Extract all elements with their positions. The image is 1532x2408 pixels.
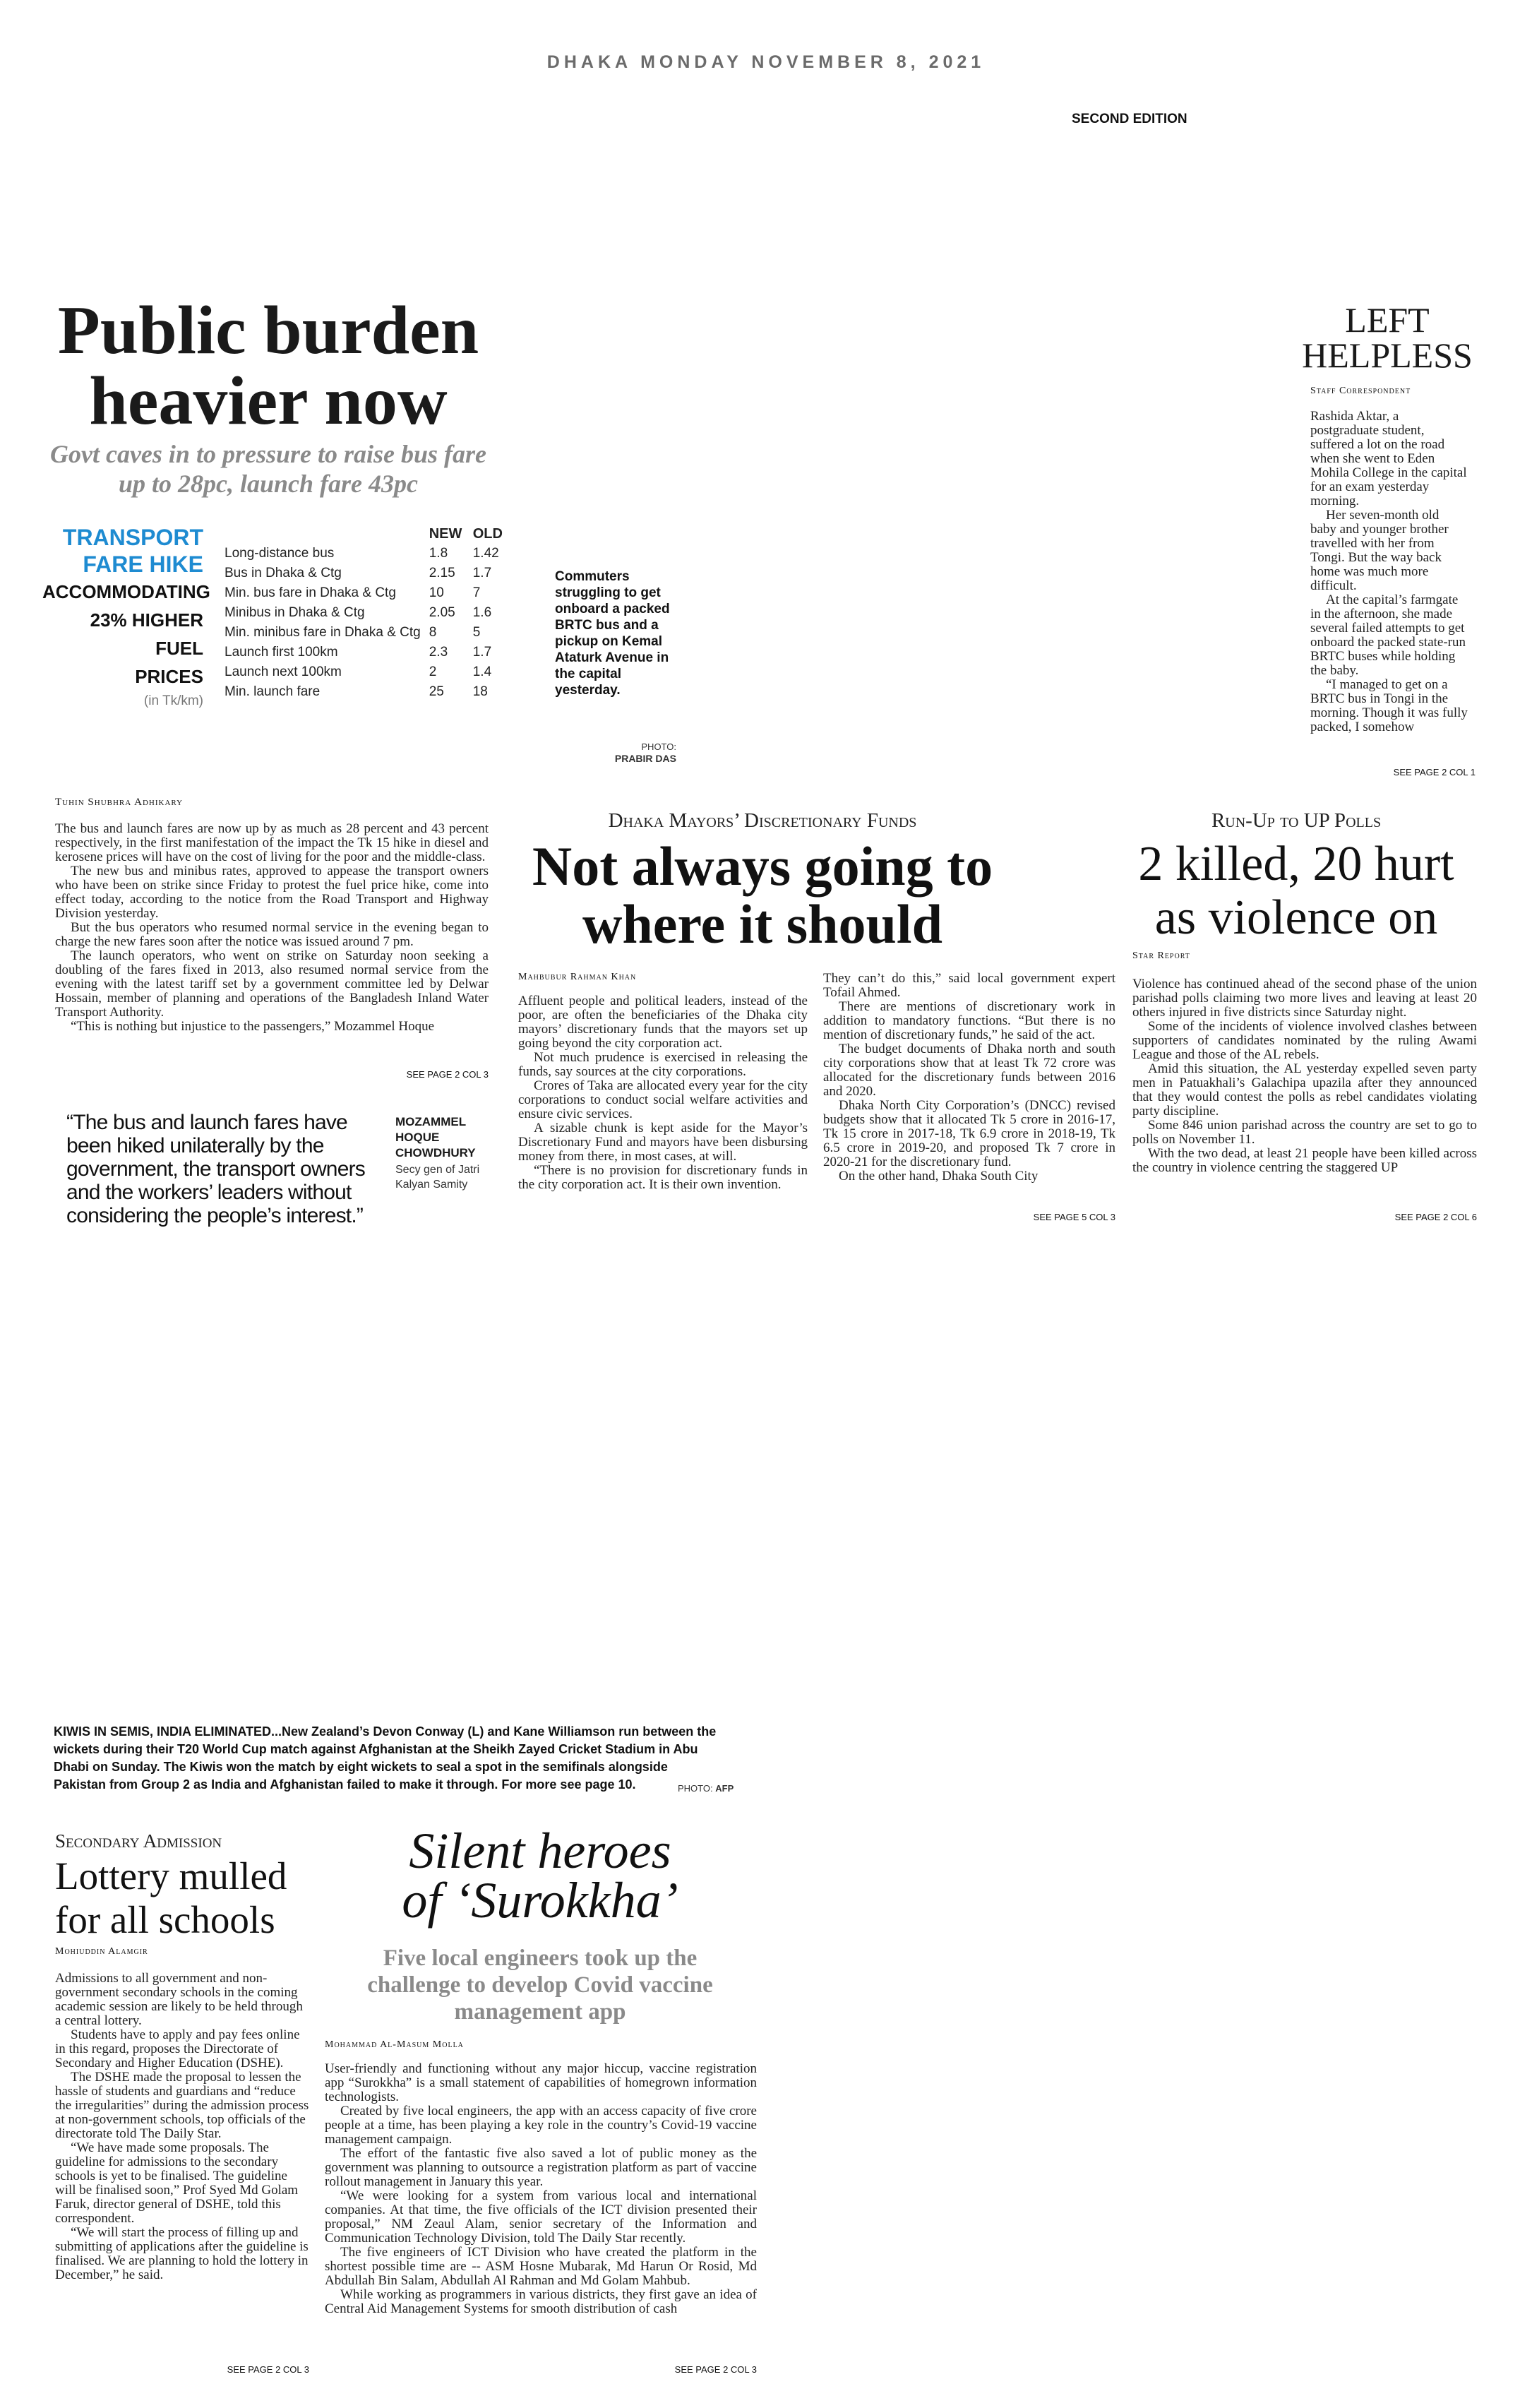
- paragraph: At the capital’s farmgate in the afternoon, she made several failed attempts to get onboard the packed state-run BRTC buses while holding the baby.: [1310, 592, 1466, 678]
- fare-table: [220, 524, 513, 702]
- fare-row-old: 1.7: [472, 566, 492, 580]
- fare-desc-line1: ACCOMMODATING: [42, 581, 210, 602]
- cricket-credit-name: AFP: [715, 1783, 734, 1794]
- photo-caption: Commuters struggling to get onboard a packed BRTC bus and a pickup on Kemal Ataturk Avenue in the capital yesterday.: [555, 569, 670, 698]
- pull-quote: “The bus and launch fares have been hiked unilaterally by the government, the transport owners and the workers’ leaders without considering the people’s interest.”: [66, 1111, 365, 1227]
- polls-kicker: Run-Up to UP Polls: [1211, 809, 1382, 832]
- surokkha-headline-line2: of ‘Surokkha’: [402, 1872, 678, 1929]
- left-helpless-see-page[interactable]: SEE PAGE 2 COL 1: [1393, 767, 1476, 777]
- fare-col-old: OLD: [472, 525, 503, 542]
- paragraph: But the bus operators who resumed normal service in the evening began to charge the new fares soon after the notice was issued around 7 pm.: [55, 920, 489, 949]
- paragraph: Crores of Taka are allocated every year for the city corporations to conduct social welfare activities and ensure civic services.: [518, 1078, 808, 1121]
- paragraph: Affluent people and political leaders, instead of the poor, are often the beneficiaries of the Dhaka city mayors’ discretionary funds that the mayors set up going beyond the city corporation act.: [518, 994, 808, 1051]
- paragraph: The effort of the fantastic five also saved a lot of public money as the government was planning to outsource a registration platform as part of vaccine rollout management in January this year.: [325, 2146, 757, 2189]
- fare-col-new: NEW: [429, 525, 462, 542]
- fare-hike-label: [42, 524, 210, 712]
- fare-row-new: 2.05: [429, 605, 455, 620]
- paragraph: The launch operators, who went on strike on Saturday noon seeking a doubling of the fares fixed in 2013, also resumed normal service from the evening with the latest tariff set by a government committee led by Delwar Hossain, member of planning and operations of the Bangladesh Inland Water Transport Authority.: [55, 948, 489, 1020]
- surokkha-headline[interactable]: [325, 1823, 755, 1929]
- polls-body: [1132, 977, 1477, 1175]
- paragraph: On the other hand, Dhaka South City: [839, 1169, 1039, 1184]
- surokkha-byline: Mohammad Al-Masum Molla: [325, 2039, 464, 2050]
- paragraph: While working as programmers in various districts, they first gave an idea of Central Aid Management Systems for smooth distribution of cash: [325, 2287, 757, 2316]
- fare-table-header: [220, 524, 513, 544]
- fare-row-old: 5: [472, 625, 481, 640]
- lead-subhead: Govt caves in to pressure to raise bus fare up to 28pc, launch fare 43pc: [50, 440, 486, 498]
- fare-row-label: Min. launch fare: [225, 684, 321, 699]
- paragraph: A sizable chunk is kept aside for the Mayor’s Discretionary Fund and mayors have been disbursing money from there, in most cases, at will.: [518, 1121, 808, 1164]
- lead-body: [55, 822, 489, 1034]
- paragraph: User-friendly and functioning without any major hiccup, vaccine registration app “Surokkha” is a small statement of capabilities of homegrown information technologists.: [325, 2061, 757, 2104]
- lottery-kicker: Secondary Admission: [55, 1830, 222, 1852]
- fare-row-label: Bus in Dhaka & Ctg: [225, 566, 342, 580]
- polls-headline[interactable]: [1127, 838, 1466, 945]
- paragraph: They can’t do this,” said local government expert Tofail Ahmed.: [823, 971, 1115, 1000]
- paragraph: Admissions to all government and non-government secondary schools in the coming academic session are likely to be held through a central lottery.: [55, 1971, 303, 2028]
- fare-unit: (in Tk/km): [143, 693, 203, 708]
- lead-headline-line2: heavier now: [89, 363, 448, 439]
- paragraph: The DSHE made the proposal to lessen the hassle of students and guardians and “reduce the irregularities” during the admission process at non-government schools, top officials of the directorate told The Daily Star.: [55, 2070, 309, 2141]
- left-helpless-body: [1310, 410, 1468, 734]
- fare-row-new: 10: [429, 585, 444, 600]
- paragraph: Some 846 union parishad across the country are set to go to polls on November 11.: [1132, 1118, 1477, 1147]
- paragraph: The budget documents of Dhaka north and south city corporations show that at least Tk 72 crore was allocated for the discretionary funds between 2016 and 2020.: [823, 1042, 1115, 1099]
- polls-headline-line2: as violence on: [1154, 890, 1438, 945]
- polls-byline: Star Report: [1132, 950, 1190, 961]
- edition-label: SECOND EDITION: [1072, 112, 1187, 126]
- lottery-body: [55, 1972, 309, 2282]
- cricket-caption: KIWIS IN SEMIS, INDIA ELIMINATED...New Zealand’s Devon Conway (L) and Kane Williamson run between the wickets during their T20 World Cup match against Afghanistan at the Sheikh Zayed Cricket Stadium in Abu Dhabi on Sunday. The Kiwis won the match by eight wickets to seal a spot in the semifinals alongside Pakistan from Group 2 as India and Afghanistan failed to make it through. For more see page 10.: [54, 1724, 717, 1792]
- fare-row-new: 25: [429, 684, 444, 699]
- dateline: DHAKA MONDAY NOVEMBER 8, 2021: [546, 52, 986, 72]
- lottery-headline-line2: for all schools: [55, 1898, 275, 1941]
- lottery-see-page[interactable]: SEE PAGE 2 COL 3: [227, 2364, 309, 2375]
- fare-title-line1: TRANSPORT: [62, 525, 203, 550]
- paragraph: “We will start the process of filling up and submitting of applications after the guideline is finalised. We are planning to hold the lottery in December,” he said.: [55, 2225, 309, 2282]
- paragraph: Some of the incidents of violence involved clashes between supporters of candidates nominated by the ruling Awami League and those of the AL rebels.: [1132, 1019, 1477, 1062]
- cricket-credit: [678, 1783, 734, 1794]
- photo-credit: [606, 741, 676, 765]
- left-helpless-headline[interactable]: [1292, 302, 1483, 373]
- fare-desc-line3: PRICES: [135, 666, 203, 687]
- fare-row: [220, 682, 513, 702]
- fare-row: [220, 564, 513, 583]
- polls-see-page[interactable]: SEE PAGE 2 COL 6: [1394, 1212, 1477, 1222]
- paragraph: “I managed to get on a BRTC bus in Tongi in the morning. Though it was fully packed, I somehow: [1310, 677, 1468, 734]
- paragraph: Violence has continued ahead of the second phase of the union parishad polls claiming two more lives and leaving at least 20 others injured in five districts since Saturday night.: [1132, 977, 1477, 1020]
- photo-credit-label: PHOTO:: [641, 741, 676, 752]
- surokkha-headline-line1: Silent heroes: [409, 1823, 671, 1879]
- left-helpless-byline: Staff Correspondent: [1310, 386, 1411, 396]
- paragraph: Amid this situation, the AL yesterday expelled seven party men in Patuakhali’s Galachipa upazila after they announced that they would contest the polls as rebel candidates violating party discipline.: [1132, 1061, 1477, 1119]
- lottery-byline: Mohiuddin Alamgir: [55, 1946, 148, 1957]
- mayors-headline-line2: where it should: [582, 893, 942, 955]
- fare-row-old: 1.4: [472, 664, 492, 679]
- fare-title-line2: FARE HIKE: [83, 552, 203, 577]
- fare-row-new: 2.15: [429, 566, 455, 580]
- fare-row-new: 2: [429, 664, 437, 679]
- paragraph: Dhaka North City Corporation’s (DNCC) revised budgets show that it allocated Tk 5 crore in 2016-17, Tk 15 crore in 2017-18, Tk 6.9 crore in 2018-19, Tk 6.5 crore in 2019-20, and proposed Tk 7 crore in 2020-21 for the discretionary fund.: [823, 1098, 1115, 1169]
- fare-col-label: [220, 524, 425, 544]
- fare-row-new: 2.3: [429, 645, 448, 660]
- paragraph: The new bus and minibus rates, approved to appease the transport owners who have been on strike since Friday to protest the fuel price hike, come into effect today, according to the notice from the Road Transport and Highway Division yesterday.: [55, 864, 489, 921]
- mayors-headline-line1: Not always going to: [532, 835, 993, 897]
- mayors-see-page[interactable]: SEE PAGE 5 COL 3: [1033, 1212, 1115, 1222]
- lottery-headline-line1: Lottery mulled: [55, 1854, 287, 1897]
- surokkha-subhead: Five local engineers took up the challenge to develop Covid vaccine management app: [367, 1945, 713, 2025]
- lottery-headline[interactable]: [55, 1854, 337, 1942]
- paragraph: The five engineers of ICT Division who have created the platform in the shortest possible time are -- ASM Hosne Mubarak, Md Harun Or Rosid, Md Abdullah Bin Salam, Abdullah Al Rahman and Md Golam Mahbub.: [325, 2245, 757, 2288]
- fare-row-old: 1.6: [472, 605, 492, 620]
- fare-row-old: 1.7: [472, 645, 492, 660]
- paragraph: “We were looking for a system from various local and international companies. At that time, the five officials of the ICT division presented their proposal,” NM Zeaul Alam, senior secretary of the Information and Communication Technology Division, told The Daily Star recently.: [325, 2188, 757, 2246]
- paragraph: “There is no provision for discretionary funds in the city corporation act. It is their own invention.: [518, 1163, 808, 1192]
- paragraph: “We have made some proposals. The guideline for admissions to the secondary schools is yet to be finalised. The guideline will be finalised soon,” Prof Syed Md Golam Faruk, director general of DSHE, told this correspondent.: [55, 2140, 299, 2226]
- fare-row-new: 8: [429, 625, 437, 640]
- fare-row-label: Long-distance bus: [225, 546, 335, 561]
- fare-row-label: Min. bus fare in Dhaka & Ctg: [225, 585, 396, 600]
- fare-row-old: 1.42: [472, 546, 499, 561]
- left-helpless-line1: LEFT: [1345, 300, 1430, 340]
- fare-row: [220, 603, 513, 623]
- paragraph: With the two dead, at least 21 people have been killed across the country in violence centring the staggered UP: [1132, 1146, 1477, 1175]
- fare-row-label: Launch first 100km: [225, 645, 338, 660]
- paragraph: Students have to apply and pay fees online in this regard, proposes the Directorate of Secondary and Higher Education (DSHE).: [55, 2027, 300, 2070]
- lead-see-page[interactable]: SEE PAGE 2 COL 3: [406, 1069, 489, 1080]
- quote-name: MOZAMMEL HOQUE CHOWDHURY: [395, 1115, 476, 1160]
- fare-desc-line2: 23% HIGHER FUEL: [90, 609, 203, 659]
- photo-credit-name: PRABIR DAS: [614, 753, 676, 764]
- polls-headline-line1: 2 killed, 20 hurt: [1138, 837, 1454, 891]
- fare-row: [220, 583, 513, 603]
- cricket-credit-label: PHOTO:: [678, 1783, 713, 1794]
- lead-headline-line1: Public burden: [57, 292, 479, 369]
- mayors-col2: [823, 972, 1115, 1184]
- mayors-headline[interactable]: [515, 835, 1010, 955]
- paragraph: Not much prudence is exercised in releasing the funds, say sources at the city corporations.: [518, 1050, 808, 1079]
- mayors-kicker: Dhaka Mayors’ Discretionary Funds: [608, 809, 917, 832]
- paragraph: Created by five local engineers, the app with an access capacity of five crore people at a time, has been playing a key role in the country’s Covid-19 vaccine management campaign.: [325, 2104, 757, 2147]
- fare-row-old: 7: [472, 585, 481, 600]
- left-helpless-line2: HELPLESS: [1302, 335, 1473, 375]
- paragraph: “This is nothing but injustice to the passengers,” Mozammel Hoque: [71, 1019, 435, 1034]
- fare-row: [220, 623, 513, 643]
- lead-headline[interactable]: [42, 292, 494, 439]
- paragraph: There are mentions of discretionary work in addition to mandatory functions. “But there is no mention of discretionary funds,” he said of the act.: [823, 999, 1115, 1042]
- fare-row: [220, 643, 513, 662]
- fare-row-label: Launch next 100km: [225, 664, 342, 679]
- fare-row-old: 18: [472, 684, 488, 699]
- fare-row: [220, 544, 513, 564]
- lead-byline: Tuhin Shubhra Adhikary: [55, 797, 184, 808]
- fare-row-label: Min. minibus fare in Dhaka & Ctg: [225, 625, 421, 640]
- mayors-byline: Mahbubur Rahman Khan: [518, 972, 637, 982]
- mayors-col1: [518, 994, 808, 1192]
- paragraph: Rashida Aktar, a postgraduate student, suffered a lot on the road when she went to Eden Mohila College in the capital for an exam yesterday morning.: [1310, 409, 1467, 508]
- surokkha-see-page[interactable]: SEE PAGE 2 COL 3: [674, 2364, 757, 2375]
- surokkha-body: [325, 2062, 757, 2316]
- quote-role: Secy gen of Jatri Kalyan Samity: [395, 1164, 480, 1191]
- fare-row-new: 1.8: [429, 546, 448, 561]
- paragraph: The bus and launch fares are now up by as much as 28 percent and 43 percent respectively, in the first manifestation of the impact the Tk 15 hike in diesel and kerosene prices will have on the cost of living for the poor and the middle-class.: [55, 821, 489, 864]
- paragraph: Her seven-month old baby and younger brother travelled with her from Tongi. But the way back home was much more difficult.: [1310, 508, 1449, 593]
- fare-row-label: Minibus in Dhaka & Ctg: [225, 605, 365, 620]
- fare-row: [220, 662, 513, 682]
